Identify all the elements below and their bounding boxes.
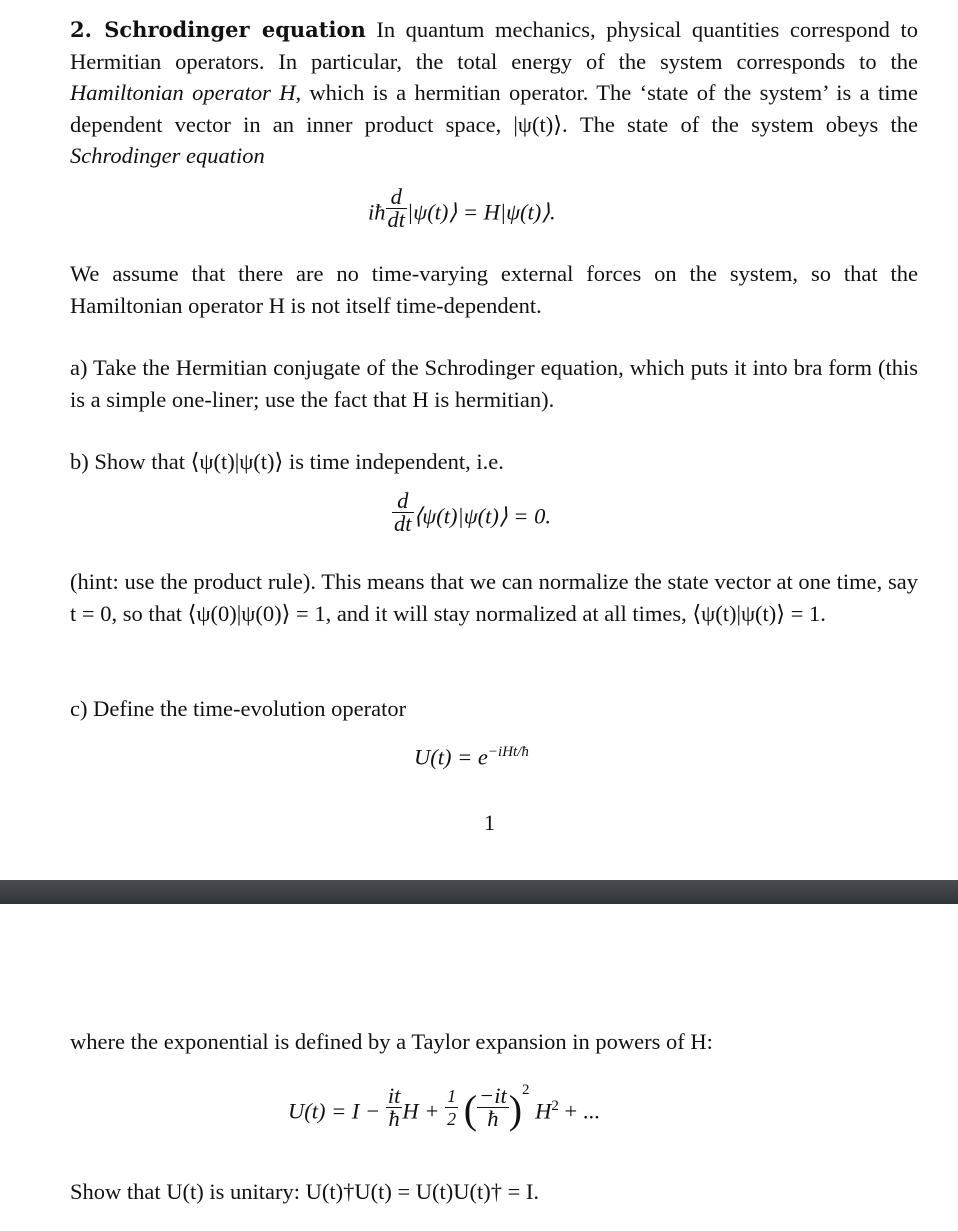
- eq1-num: d: [386, 186, 408, 209]
- time-evolution-equation: [414, 744, 529, 771]
- eq4-f3-num: −it: [479, 1083, 507, 1108]
- taylor-paragraph: where the exponential is defined by a Taylor expansion in powers of H:: [70, 1029, 713, 1054]
- part-b: b) Show that ⟨ψ(t)|ψ(t)⟩ is time independent, i.e.: [70, 449, 504, 474]
- hamiltonian-term: Hamiltonian operator H: [70, 80, 296, 106]
- eq4-c: H: [535, 1098, 552, 1124]
- left-paren: (: [463, 1087, 478, 1132]
- eq4-frac-1: [386, 1085, 403, 1130]
- part-c: c) Define the time-evolution operator: [70, 696, 407, 721]
- eq4-f1-num: it: [387, 1083, 401, 1108]
- problem-intro: [70, 14, 918, 172]
- taylor-equation: [288, 1082, 600, 1137]
- page-divider: [0, 880, 958, 904]
- eq4-b: H +: [402, 1098, 440, 1124]
- normalization-equation: [392, 488, 551, 541]
- eq4-f3-den: ħ: [487, 1106, 499, 1131]
- eq1-prefix: iħ: [368, 199, 386, 225]
- eq4-f2-den: 2: [447, 1109, 457, 1129]
- schrodinger-term: Schrodinger equation: [70, 143, 265, 169]
- eq2-den: dt: [394, 511, 412, 536]
- problem-title: 2. Schrodinger equation: [70, 17, 366, 42]
- eq4-d: + ...: [558, 1098, 600, 1124]
- eq1-derivative: [386, 186, 408, 231]
- eq4-f1-den: ħ: [388, 1106, 400, 1131]
- eq4-a: U(t) = I −: [288, 1098, 381, 1124]
- eq4-frac-2: [445, 1085, 458, 1130]
- eq4-frac-3: [477, 1085, 509, 1130]
- eq3-exponent: −iHt/ħ: [487, 744, 529, 760]
- eq2-num: d: [392, 490, 414, 513]
- eq4-c-sup: 2: [551, 1098, 559, 1115]
- eq3-left: U(t) = e: [414, 744, 488, 770]
- eq1-rest: |ψ(t)⟩ = H|ψ(t)⟩.: [407, 199, 556, 225]
- assumption-paragraph: We assume that there are no time-varying external forces on the system, so that the Hamiltonian operator H is not itself time-dependent.: [70, 261, 918, 318]
- right-paren: ): [508, 1087, 523, 1132]
- eq2-derivative: [392, 490, 414, 535]
- eq1-den: dt: [387, 207, 406, 232]
- part-a: a) Take the Hermitian conjugate of the Schrodinger equation, which puts it into bra form (this is a simple one-liner; use the fact that H is hermitian).: [70, 355, 918, 412]
- intro-text-2: , which is a hermitian operator. The ‘state of the system’ is a time dependent vector in an inner product space, |ψ(t)⟩. The state of the system obeys the: [70, 80, 918, 137]
- page-number: 1: [484, 810, 495, 835]
- document-page-2: [0, 904, 958, 1231]
- eq2-rest: ⟨ψ(t)|ψ(t)⟩ = 0.: [413, 503, 551, 529]
- schrodinger-equation: [368, 184, 556, 237]
- unitary-paragraph: Show that U(t) is unitary: U(t)†U(t) = U(t)U(t)† = I.: [70, 1179, 540, 1204]
- intro-text-1: In quantum mechanics, physical quantities correspond to Hermitian operators. In particular, the total energy of the system corresponds to the: [70, 17, 918, 74]
- hint-paragraph: (hint: use the product rule). This means that we can normalize the state vector at one time, say t = 0, so that ⟨ψ(0)|ψ(0)⟩ = 1, and it will stay normalized at all times, ⟨ψ(t)|ψ(t)⟩ = 1.: [70, 569, 918, 626]
- eq4-f2-num: 1: [447, 1086, 457, 1106]
- eq4-square: 2: [522, 1082, 530, 1099]
